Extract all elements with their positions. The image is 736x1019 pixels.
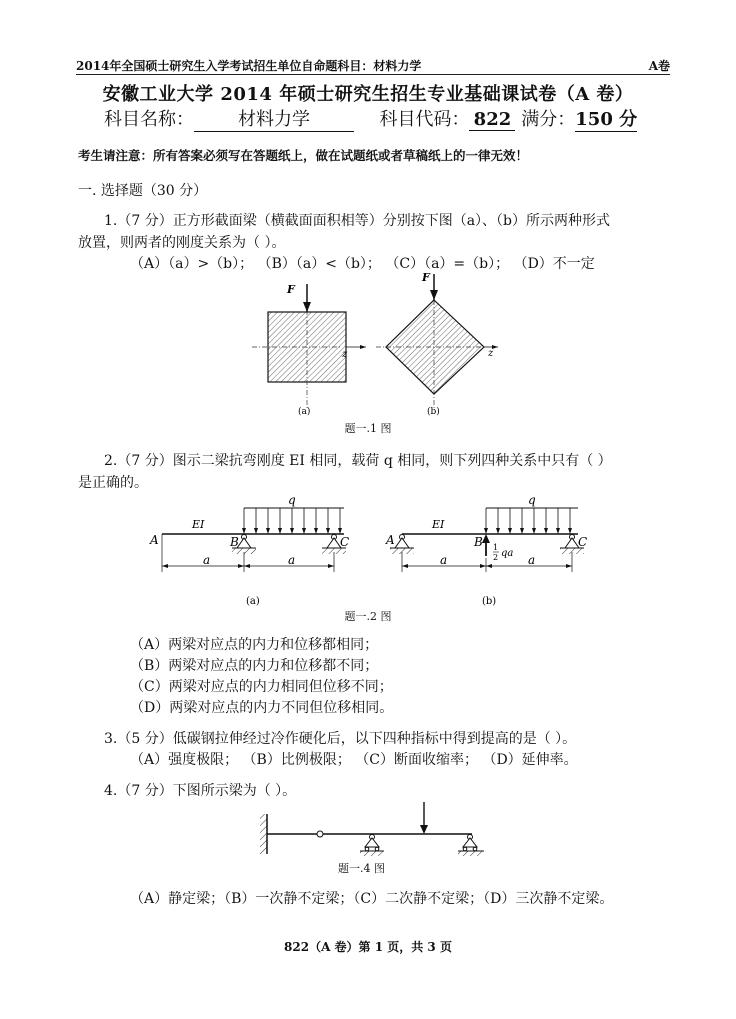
q-label-b: q xyxy=(528,494,536,507)
subject-info xyxy=(104,105,637,132)
section-heading: 一. 选择题（30 分） xyxy=(78,183,208,199)
q1-text-line1: 1.（7 分）正方形截面梁（横截面面积相等）分别按下图（a）、（b）所示两种形式 xyxy=(104,213,611,229)
reaction-frac-num: 1 xyxy=(493,543,499,552)
q2-text-line1: 2.（7 分）图示二梁抗弯刚度 EI 相同，载荷 q 相同，则下列四种关系中只有（ ） xyxy=(104,453,612,469)
fig-label-a: (a) xyxy=(298,407,311,417)
point-a-label-b: A xyxy=(386,533,395,547)
page-footer: 822（A 卷）第 1 页，共 3 页 xyxy=(284,940,452,954)
q1-text-line2: 放置，则两者的刚度关系为（ ）。 xyxy=(78,235,286,251)
q2-option-c: （C）两梁对应点的内力相同但位移不同； xyxy=(130,679,393,695)
fig-label-beam-b: (b) xyxy=(482,596,497,606)
square-section-a xyxy=(252,284,366,410)
q2-option-a: （A）两梁对应点的内力和位移都相同； xyxy=(130,637,379,653)
paper-version: A卷 xyxy=(648,59,670,73)
q2-text-line2: 是正确的。 xyxy=(78,475,148,491)
q4-figure-caption: 题一.4 图 xyxy=(338,862,385,875)
subject-name-label: 科目名称： xyxy=(104,109,194,130)
force-label-a: F xyxy=(287,283,295,296)
q3-options: （A）强度极限； （B）比例极限； （C）断面收缩率； （D）延伸率。 xyxy=(130,752,578,768)
len-label-a2: a xyxy=(288,553,296,567)
fig-label-beam-a: (a) xyxy=(246,596,260,606)
page-title: 安徽工业大学 2014 年硕士研究生招生专业基础课试卷（A 卷） xyxy=(102,84,634,105)
subject-code: 822 xyxy=(469,109,515,131)
ei-label-a: EI xyxy=(192,518,205,531)
subject-code-label: 科目代码： xyxy=(379,109,470,130)
force-label-b: F xyxy=(422,271,430,284)
reaction-frac-den: 2 xyxy=(493,553,499,562)
q2-figure xyxy=(148,494,608,606)
beam-b xyxy=(390,508,584,572)
exam-notice: 考生请注意：所有答案必须写在答题纸上，做在试题纸或者草稿纸上的一律无效！ xyxy=(78,148,529,163)
exam-header: 2014年全国硕士研究生入学考试招生单位自命题科目：材料力学 xyxy=(76,59,422,73)
ei-label-b: EI xyxy=(432,518,445,531)
len-label-a1: a xyxy=(203,553,211,567)
full-score: 150 分 xyxy=(575,105,637,132)
len-label-b2: a xyxy=(528,553,536,567)
q1-options: （A）（a）>（b）； （B）（a）<（b）； （C）（a）=（b）； （D）不一定 xyxy=(130,256,595,272)
len-label-b1: a xyxy=(440,553,448,567)
header-rule xyxy=(76,74,670,75)
fig-label-b: (b) xyxy=(427,407,440,417)
point-b-label-b: B xyxy=(474,535,483,549)
point-b-label-a: B xyxy=(230,535,239,549)
q2-option-b: （B）两梁对应点的内力和位移都不同； xyxy=(130,658,379,674)
q4-figure xyxy=(254,796,494,862)
q4-options: （A）静定梁；（B）一次静不定梁；（C）二次静不定梁；（D）三次静不定梁。 xyxy=(130,891,614,907)
q4-text: 4.（7 分）下图所示梁为（ ）。 xyxy=(104,783,297,799)
reaction-label: qa xyxy=(501,548,514,559)
q3-text: 3.（5 分）低碳钢拉伸经过冷作硬化后，以下四种指标中得到提高的是（ ）。 xyxy=(104,731,577,747)
q2-figure-caption: 题一.2 图 xyxy=(344,610,392,623)
beam-a xyxy=(162,508,346,572)
subject-name: 材料力学 xyxy=(194,105,354,132)
point-c-label-a: C xyxy=(340,535,350,549)
q1-figure-caption: 题一.1 图 xyxy=(344,422,392,435)
point-c-label-b: C xyxy=(578,535,588,549)
q1-figure xyxy=(240,270,520,420)
axis-label-b: z xyxy=(488,348,494,359)
q-label-a: q xyxy=(288,494,296,507)
point-a-label-a: A xyxy=(150,533,159,547)
full-score-label: 满分： xyxy=(521,109,576,130)
q2-option-d: （D）两梁对应点的内力不同但位移相同。 xyxy=(130,700,394,716)
diamond-section-b xyxy=(376,274,498,410)
axis-label-a: z xyxy=(342,349,348,360)
